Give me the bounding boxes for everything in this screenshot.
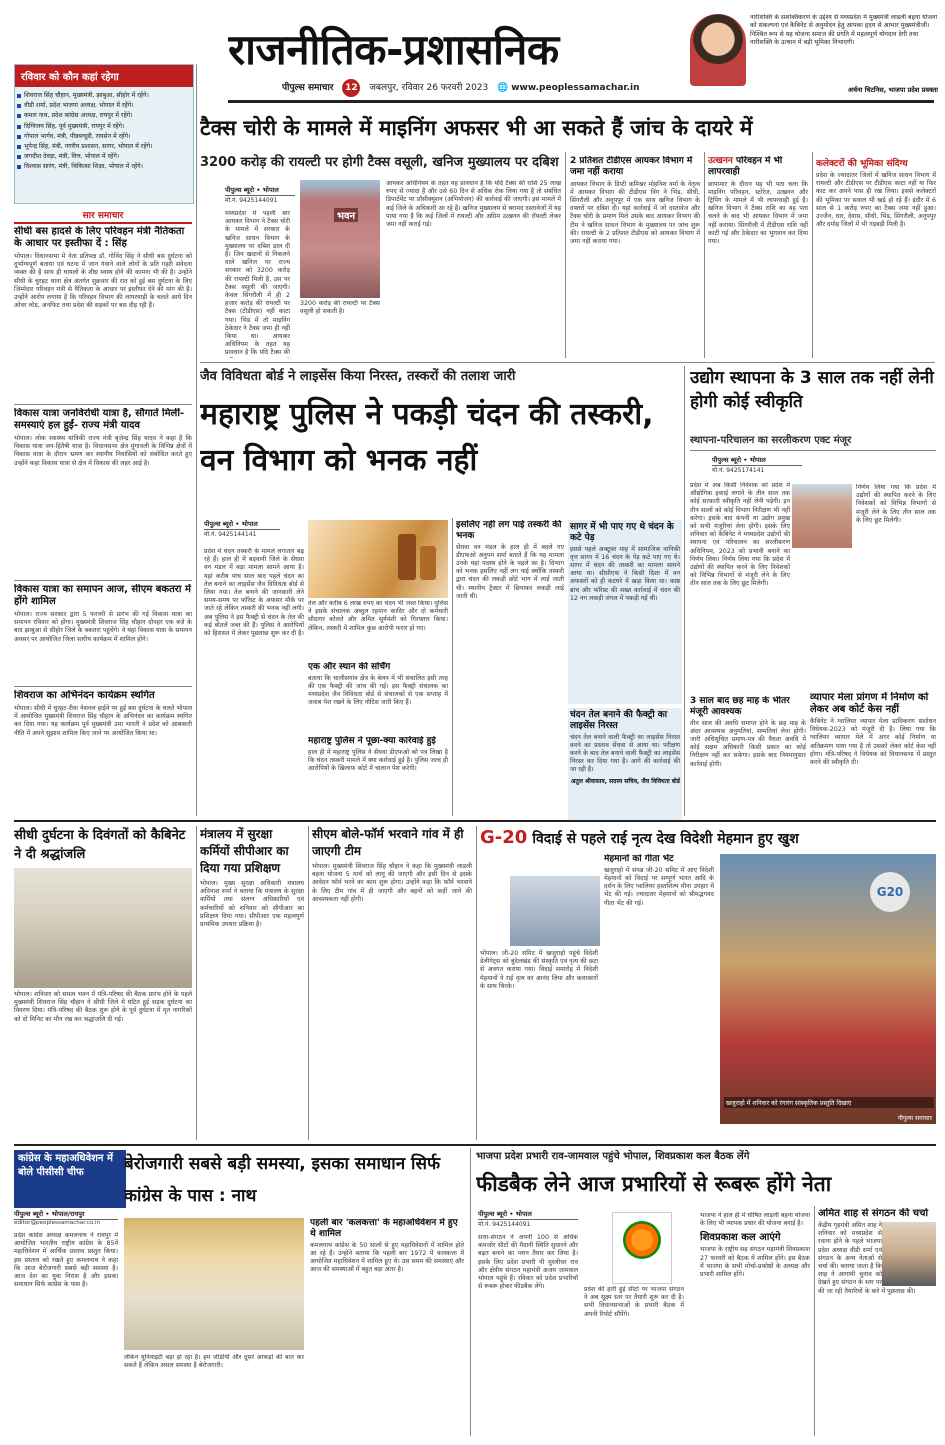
article-body: इससे पहले अक्टूबर माह में सामाजिक वानिकी वृत्त सागर में 16 चंदन के पेड़ कटे पाए गए थे। सागर में चंदन की तस्करी का मामला सामने आया था। सीसीएफ ने किसी दिशा में वन अफसरों को ही कटघरे में खड़ा किया था। काष्ठ ब्रांच और फॉरेस्ट की सख्त कार्रवाई में चंदन की 12 नग लकड़ी जंगल में पकड़ी गई थी। bbox=[570, 545, 680, 602]
sunday-box-title: रविवार को कौन कहां रहेगा bbox=[15, 65, 193, 87]
section-label: कलेक्टरों की भूमिका संदिग्ध bbox=[816, 159, 908, 169]
lead-body-col2: 3200 करोड़ की रायल्टी पर टैक्स वसूली हो सकती है। bbox=[300, 300, 380, 316]
udyog-headline: उद्योग स्थापना के 3 साल तक नहीं लेनी होगी कोई स्वीकृति bbox=[690, 368, 934, 412]
divider bbox=[14, 580, 192, 581]
column-rule bbox=[812, 152, 813, 358]
cm-form-story bbox=[312, 826, 472, 1140]
berojgari-box bbox=[310, 1218, 464, 1432]
factory-building-photo bbox=[792, 484, 852, 548]
portrait-photo bbox=[690, 14, 746, 86]
column-rule bbox=[476, 826, 477, 1140]
reporter-mobile: मो.नं. 9425144141 bbox=[204, 531, 257, 538]
divider bbox=[14, 404, 192, 405]
sar-item-1 bbox=[14, 226, 192, 402]
page-number: 12 bbox=[342, 79, 360, 97]
article-headline: मंत्रालय में सुरक्षा कर्मियों सीपीआर का दिया गया प्रशिक्षण bbox=[200, 827, 289, 875]
lead-byline bbox=[225, 184, 295, 210]
article-headline: विदाई से पहले राई नृत्य देख विदेशी मेहमान हुए खुश bbox=[532, 831, 799, 847]
masthead-dateline bbox=[282, 78, 652, 98]
lead-body-col3: आयकर अधिनियम के तहत यह प्रावधान है कि यदि टैक्स की राशि 25 लाख रुपए से ज्यादा है और उसे 60 दिन से अधिक रोक लिया गया है तो संबंधित डिपार्टमेंट पर प्रॉसीक्यूशन (अभियोजन) की कार्रवाई की जाएगी। इस मामले में कई जिले के अधिकारी आ रहे हैं। खनिज मुख्यालय से बरामद दस्तावेजों में यह पाया गया है कि कई जिलों में रायल्टी और अग्रिम उत्खनन की रॉयल्टी लेकर जमा नहीं कराई गई। bbox=[386, 180, 561, 229]
article-body: भोपाल। शनिवार को समत्व भवन में मंत्रि-परिषद की बैठक प्रारंभ होने के पहले मुख्यमंत्री शिवराज सिंह चौहान ने सीधी जिले में घटित हुई सड़क दुर्घटना का विवरण दिया। मंत्रि-परिषद की बैठक शुरू होने के पूर्व दुर्घटना में मृत नागरिकों को दो मिनिट का मौन रख कर श्रद्धांजलि दी गई। bbox=[14, 991, 192, 1023]
bhajpa-body: सत्ता-संगठन ने अपनी 100 से अधिक कमजोर सीटों की मैदानी स्थिति सुधारने और बढ़त बनाने का प्लान तैयार कर लिया है। इसके लिए प्रदेश प्रभारी पी मुरलीधर राव और क्षेत्रीय संगठन महामंत्री अजय जामवाल भोपाल पहुंचे हैं। रविवार को प्रदेश प्रभारियों से रूबरू होकर फीडबैक लेंगे। bbox=[478, 1234, 578, 1291]
subhead: सागर में भी पाए गए थे चंदन के कटे पेड़ bbox=[570, 522, 674, 543]
article-body: बताया कि चालीसगांव क्षेत्र के बेलन में भी संचालित इसी तरह की एक फैक्ट्री की जांच की गई। इस फैक्ट्री संचालक का मध्यप्रदेश जैव विविधता बोर्ड से संचालकों से एक सप्ताह में जवाब पेश रखने के लिए नोटिस जारी किए हैं। bbox=[308, 674, 448, 707]
column-rule bbox=[704, 152, 705, 358]
berojgari-body-col2: लेकिन युनिवाइटी बड़ा हो रहा है। हम जीडीपी और दूसरे आंकड़ों की बात कर सकते हैं लेकिन असल समस्या है बेरोजगारी। bbox=[124, 1354, 304, 1370]
byline: पीपुल्स ब्यूरो • भोपाल bbox=[225, 184, 295, 196]
article-body: भोपाल। लोक स्वास्थ्य यांत्रिकी राज्य मंत्री बृजेन्द्र सिंह यादव ने कहा है कि विकास यात्रा जन-हितैषी यात्रा है। विधानसभा क्षेत्र मुंगावली के विभिन्न क्षेत्रों में विकास यात्रा के दौरान भ्रमण कर स्थानीय निवासियों को संबोधित करते हुए उन्होंने कहा विकास यात्रा से क्षेत्र में विकास की लहर आई है। bbox=[14, 435, 192, 467]
bjp-lotus-logo bbox=[612, 1212, 672, 1284]
list-item: गोपाल भार्गव, मंत्री, पीडब्ल्यूडी, रायसेन में रहेंगे। bbox=[15, 132, 193, 142]
article-body: कमलनाथ कांग्रेस के 50 सालों से हुए महाधिवेशनों में शामिल होते आ रहे हैं। उन्होंने बताया कि पहली बार 1972 में कलकत्ता में आयोजित महाधिवेशन में शामिल हुए थे। उस समय की समस्याएं और आज की समस्याओं में बहुत बड़ा अंतर है। bbox=[310, 1241, 464, 1274]
byline: पीपुल्स ब्यूरो • भोपाल bbox=[204, 518, 280, 530]
chandan-box-3 bbox=[568, 708, 682, 820]
website: www.peoplessamachar.in bbox=[511, 83, 640, 93]
article-body: भोपाल। विधानसभा में नेता प्रतिपक्ष डॉ. गोविंद सिंह ने सीधी बस दुर्घटना को दुर्भाग्यपूर्ण बताया एवं घटना में जान गंवाने वाले लोगों के प्रति गहरी संवेदना व्यक्त की है साथ ही घायलों के शीघ्र स्वस्थ होने की कामना भी की है। उन्होंने सीधी के चुरहट थाना क्षेत्र अंतर्गत शुक्रवार की रात को हुई बस दुर्घटना के लिए जिम्मेदार परिवहन मंत्री से नैतिकता के आधार पर इस्तीफा देने की मांग की है। उन्होंने आरोप लगाया है कि परिवहन विभाग की लापरवाही के चलते आये दिन ओवर लोड, अनफिट तथा प्रदेश की सड़कों पर बस दौड़ रही हैं। bbox=[14, 253, 192, 310]
tds-box bbox=[570, 156, 700, 356]
article-body: भोपाल। मुख्यमंत्री शिवराज सिंह चौहान ने कहा कि मुख्यमंत्री लाडली बहना योजना 5 मार्च को लागू की जाएगी और इसी दिन से इसके आवेदन फॉर्म भरने का काम शुरू होगा। उन्होंने कहा कि फॉर्म भरवाने के लिए टीम गांव में ही जाएगी और बहनों को कहीं जाने की आवश्यकता नहीं होगी। bbox=[312, 863, 472, 903]
column-rule bbox=[196, 826, 197, 1140]
reporter-mobile: मो.नं. 9425144091 bbox=[478, 1221, 531, 1228]
g20-label: G-20 bbox=[480, 827, 528, 848]
berojgari-body: प्रदेश कांग्रेस अध्यक्ष कमलनाथ ने रायपुर में आयोजित भारतीय राष्ट्रीय कांग्रेस के 85वें महाधिवेशन में आर्थिक प्रस्ताव प्रस्तुत किया। इस प्रस्ताव को रखते हुए कमलनाथ ने कहा कि आज बेरोजगारी सबसे बड़ी समस्या है। आज देश का युवा निराश है और इसका समाधान सिर्फ कांग्रेस के पास है। bbox=[14, 1232, 118, 1289]
masthead-title bbox=[228, 24, 668, 76]
oil-bottle bbox=[398, 534, 416, 580]
article-body: सेंधवा वन मंडल के हाल ही में बदले गए डीएफओ अनुपम शर्मा बताते हैं कि यह मामला उनके यहां पदस्थ होने के पहले का है। विभाग को भनक इसलिए नहीं लग पाई क्योंकि तस्करी द्वारा चंदन की लकड़ी छोटे भाग में लाई जाती थी। स्थानीय ट्रैक्टर में छिपाकर लकड़ी लाई जाती थी। bbox=[456, 543, 564, 600]
column-rule bbox=[565, 152, 566, 358]
lotus-icon bbox=[623, 1221, 661, 1259]
amit-shah-photo bbox=[882, 1222, 936, 1286]
chandan-body-1: प्रदेश में चंदन तस्करी के मामले लगातार बढ़ रहे हैं। हाल ही में बड़वानी जिले के सेंधवा वन मंडल में बड़ा मामला सामने आया है। यहां करीब पांच साल बाद पहले चंदन का तेल बनाने का लाइसेंस जैव विविधता बोर्ड से लिया गया। तेल बनाने की जानकारी लेने समय-समय पर फॉरेस्ट के अफसर मौके पर जाते रहे लेकिन तस्करी की भनक नहीं लगी। अब पुलिस ने इस फैक्ट्री से चंदन के तेल की कई बोतलें जब्त की हैं। पुलिस ने आरोपियों को हिरासत में लेकर पूछताछ शुरू कर दी है। bbox=[204, 548, 304, 638]
sar-item-2 bbox=[14, 408, 192, 578]
chandan-sub-2 bbox=[308, 736, 448, 816]
masthead-rule bbox=[228, 100, 934, 103]
subhead: इसलिए नहीं लग पाई तस्करी की भनक bbox=[456, 520, 562, 541]
sandalwood-oil-photo bbox=[308, 520, 448, 598]
chandan-box-2 bbox=[568, 520, 682, 704]
sar-item-3 bbox=[14, 584, 192, 684]
subhead: महाराष्ट्र पुलिस ने पूछा-क्या कार्रवाई हुई bbox=[308, 736, 436, 746]
list-item: वीडी शर्मा, प्रदेश भाजपा अध्यक्ष, भोपाल में रहेंगे। bbox=[15, 101, 193, 111]
congress-label-box bbox=[14, 1150, 126, 1208]
subhead: व्यापार मेला प्रांगण में निर्माण को लेकर अब कोर्ट केस नहीं bbox=[810, 692, 929, 715]
article-headline: विकास यात्रा जनविरोधी यात्रा है, सौगातें मिलीं- समस्याएं हल हुईं- राज्य मंत्री यादव bbox=[14, 408, 185, 431]
article-body: हाल ही में महाराष्ट्र पुलिस ने सेंधवा डीएफओ को पत्र लिखा है कि चंदन तस्करी मामले में क्या कार्रवाई हुई है। पुलिस जल्द ही आरोपियों के खिलाफ कोर्ट में चालान पेश करेगी। bbox=[308, 748, 448, 773]
reporter-mobile: मो.नं. 9425174141 bbox=[712, 467, 765, 474]
article-body: भोपाल। राज्य सरकार द्वारा 5 फरवरी से प्रारंभ की गई विकास यात्रा का समापन रविवार को होगा। मुख्यमंत्री शिवराज सिंह चौहान दोपहर एक बजे के बाद झाबुआ से सीहोर जिले के बकतरा पहुंचेंगे। वे यहां विकास यात्रा के समापन अवसर पर आयोजित जिला स्तरीय कार्यक्रम में शामिल होंगे। bbox=[14, 611, 192, 643]
list-item: भूपेन्द्र सिंह, मंत्री, नगरीय प्रशासन, सागर, भोपाल में रहेंगे। bbox=[15, 142, 193, 152]
photo-caption: खजुराहो में शनिवार को रंगारंग सांस्कृतिक प्रस्तुति दिखाएं bbox=[724, 1097, 934, 1108]
photo-credit: पीपुल्स समाचार bbox=[897, 1115, 932, 1122]
subhead: पहली बार 'कलकत्ता' के महाअधिवेशन में हुए थे शामिल bbox=[310, 1218, 458, 1239]
column-rule bbox=[308, 826, 309, 1140]
g20-sub bbox=[604, 854, 714, 1134]
article-headline: 2 प्रतिशत टीडीएस आयकर विभाग में जमा नहीं कराया bbox=[570, 156, 693, 177]
udyog-subhead: स्थापना-परिचालन का सरलीकरण एक्ट मंजूर bbox=[690, 432, 936, 451]
chandan-kicker: जैव विविधता बोर्ड ने लाइसेंस किया निरस्त, तस्करों की तलाश जारी bbox=[200, 369, 516, 384]
bhajpa-sub bbox=[700, 1212, 810, 1432]
article-body: चंदन तेल बनाने वाली फैक्ट्री का लाइसेंस निरस्त करने का प्रस्ताव सेंधवा से आया था। परीक्षण करने के बाद तेल बनाने वाली फैक्ट्री का लाइसेंस निरस्त कर दिया गया है। आगे की कार्रवाई की जा रही है। bbox=[570, 733, 680, 774]
article-body: तीन साल की अवधि समाप्त होने के छह माह के अंदर आवश्यक अनुमतियां, सम्मतियां लेना होंगी। जारी अधिसूचित प्रमाण-पत्र की वैधता अवधि में कोई सक्षम अधिकारी किसी प्रकार का कोई निरीक्षण नहीं कर सकेगा। इसके बाद नियमानुसार कार्रवाई होगी। bbox=[690, 719, 806, 768]
subhead: 3 साल बाद छह माह के भीतर मंजूरी आवश्यक bbox=[690, 696, 790, 717]
article-headline: सीधी बस हादसे के लिए परिवहन मंत्री नैतिकता के आधार पर इस्तीफा दें : सिंह bbox=[14, 226, 185, 249]
article-body: भाजपा के राष्ट्रीय सह संगठन महामंत्री शिवप्रकाश 27 फरवरी को बैठक में शामिल होंगे। इस बैठक में भाजपा के सभी मोर्चा-प्रकोष्ठों के अध्यक्ष और प्रभारी शामिल होंगे। bbox=[700, 1246, 810, 1279]
subhead: चंदन तेल बनाने की फैक्ट्री का लाइसेंस निरस्त bbox=[570, 710, 668, 731]
dateline: जबलपुर, रविवार 26 फरवरी 2023 bbox=[369, 83, 489, 93]
article-headline: अमित शाह से संगठन की चर्चा bbox=[818, 1208, 929, 1219]
chandan-body-2: तेल और करीब 6 लाख रुपए का चंदन भी जब्त किया। पुलिस ने इसके संचालक अब्दुल रहमान कादिर और दो कर्मचारी सौदागर कोलते और अमित सूर्यवंशी को गिरफ्तार किया। लेकिन, तस्करी में शामिल कुछ आरोपी फरार हो गए। bbox=[308, 600, 448, 632]
bhajpa-body-col2: प्रदेश की हारी हुई सीटों पर भाजपा संगठन ने अब सूक्ष्म स्तर पर तैयारी शुरू कर दी है। सभी विधानसभाओं के प्रभारी बैठक में अपनी रिपोर्ट सौंपेंगे। bbox=[584, 1286, 684, 1318]
brand-name: पीपुल्स समाचार bbox=[282, 83, 334, 93]
column-rule bbox=[452, 518, 453, 816]
email: editor@peoplessamachar.co.in bbox=[14, 1220, 101, 1226]
chandan-sub-1 bbox=[308, 662, 448, 732]
bhajpa-headline: फीडबैक लेने आज प्रभारियों से रूबरू होंगे नेता bbox=[476, 1172, 832, 1196]
sidhi-tribute bbox=[14, 826, 192, 1140]
article-headline: विकास यात्रा का समापन आज, सीएम बकतरा में होंगे शामिल bbox=[14, 584, 191, 607]
quote-box bbox=[690, 14, 938, 96]
udyog-byline bbox=[712, 454, 802, 480]
divider bbox=[200, 362, 935, 363]
article-headline bbox=[708, 156, 808, 178]
section-divider bbox=[14, 820, 936, 822]
article-body: प्रदेश के ज्यादातर जिलों में खनिज साधन विभाग में रायल्टी और टीडीएस पर टीडीएस काटा नहीं या फिर काट कर अपने पास ही रख लिया। इससे कलेक्टरों की भूमिका पर सवाल भी खड़े हो रहे हैं। इंदौर में 6 साल से 1 करोड़ रुपए का टैक्स जमा नहीं हुआ। उज्जैन, धार, देवास, सीधी, भिंड, सिंगरौली, अनूपपुर और दमोह जिलों में भी गड़बड़ी मिली है। bbox=[816, 172, 936, 229]
chandan-byline bbox=[204, 518, 280, 546]
column-rule bbox=[196, 64, 197, 816]
sar-item-4 bbox=[14, 690, 192, 810]
oil-bottle bbox=[420, 546, 436, 580]
globe-icon: 🌐 bbox=[497, 83, 509, 93]
berojgari-headline: बेरोजगारी सबसे बड़ी समस्या, इसका समाधान सिर्फ कांग्रेस के पास : नाथ bbox=[124, 1154, 441, 1206]
column-rule bbox=[470, 1148, 471, 1436]
bhajpa-headline-top: भाजपा प्रदेश प्रभारी राव-जामवाल पहुंचे भोपाल, शिवप्रकाश कल बैठक लेंगे bbox=[476, 1151, 750, 1162]
article-body: केंद्रीय गृहमंत्री अमित शाह ने शनिवार को मध्यप्रदेश से रवाना होने के पहले भाजपा प्रदेश अध्यक्ष वीडी शर्मा एवं संगठन के अन्य नेताओं से चर्चा की। बताया जाता है कि शाह ने आगामी चुनाव को देखते हुए संगठन के स्तर पर की जा रही तैयारियों के बारे में पूछताछ की। bbox=[818, 1222, 916, 1295]
article-body: छापामार के दौरान यह भी पता चला कि माइनिंग परिवहन, स्टोरेज, उत्खनन और ट्रिपिंग के मामले में भी लापरवाही हुई है। खनिज विभाग ने टैक्स राशि का यह पता चलने के बाद भी आयकर विभाग में जमा नहीं कराया। सिंगरौली में टीडीएस राशि नहीं काटी गई और ठेकेदार का भुगतान कर दिया गया। bbox=[708, 180, 808, 246]
chandan-box-1 bbox=[456, 520, 564, 816]
congress-byline bbox=[14, 1208, 118, 1230]
rai-dance-photo bbox=[720, 854, 936, 1124]
article-body: भोपाल। मुख्य सुरक्षा अधिकारी मंत्रालय अविनाश शर्मा ने बताया कि मंत्रालय के सुरक्षा कर्मियों तथा संलग्न अधिकारियों एवं कर्मचारियों को शनिवार को सीपीआर का प्रशिक्षण दिया गया। सीपीआर एक महत्वपूर्ण प्राथमिक उपचार प्रक्रिया है। bbox=[200, 880, 304, 929]
column-rule bbox=[814, 1206, 815, 1436]
list-item: शिवराज सिंह चौहान, मुख्यमंत्री, झाबुआ, सीहोर में रहेंगे। bbox=[15, 91, 193, 101]
byline: पीपुल्स ब्यूरो • भोपाल bbox=[478, 1208, 578, 1220]
lead-subhead: 3200 करोड़ की रायल्टी पर होगी टैक्स वसूली, खनिज मुख्यालय पर दबिश bbox=[200, 155, 559, 170]
article-body: आयकर विभाग के डिप्टी कमिश्नर मोहनिश वर्मा के नेतृत्व में आयकर विभाग की टीडीएस विंग ने भिंड, सीधी, सिंगरौली और अनूपपुर में एक साथ खनिज विभाग के दफ्तरों पर दबिश दी। यहां कार्रवाई में जो दस्तावेज और टैक्स चोरी के प्रमाण मिले उसके बाद आयकर विभाग की टीम ने खनिज साधन विभाग के मुख्यालय पर जांच शुरू की। रायल्टी के 2 प्रतिशत टीडीएस को आयकर विभाग में जमा नहीं कराया गया। bbox=[570, 180, 700, 246]
list-item: जगदीश देवड़ा, मंत्री, वित्त, भोपाल में रहेंगे। bbox=[15, 152, 193, 162]
cabinet-meeting-photo bbox=[14, 868, 192, 988]
subhead: मेहमानों को गीता भेंट bbox=[604, 854, 674, 864]
byline: पीपुल्स ब्यूरो • भोपाल/रायपुर bbox=[14, 1208, 118, 1220]
article-body: खजुराहो में संपन्न जी-20 समिट में आए विदेशी मेहमानों को विदाई पर सम्पूर्ण भारत आदि के दर्शन के लिए ग्वालियर हस्तशिल्प मीना उपहार में भेंट की गई। ज्यादातर मेहमानों को श्रीमद्भगवद गीता भेंट की गई। bbox=[604, 866, 714, 907]
udyog-sub-2 bbox=[810, 692, 936, 816]
g20-headline-row bbox=[480, 826, 936, 850]
subhead: शिवप्रकाश कल आएंगे bbox=[700, 1232, 781, 1244]
amit-shah-box bbox=[818, 1208, 936, 1432]
g20-logo: G20 bbox=[870, 872, 910, 912]
section-divider bbox=[14, 1144, 936, 1146]
article-body: कैबिनेट ने ग्वालियर व्यापार मेला प्राधिकरण संशोधन विधेयक-2023 को मंजूरी दी है। लिया गया कि ग्वालियर व्यापार मेले में अगर कोई निर्माण या अतिक्रमण पाया गया है तो उसको लेकर कोर्ट केस नहीं होगा। मंत्रि-परिषद ने विधेयक को विधानसभा में प्रस्तुत करने की स्वीकृति दी। bbox=[810, 718, 936, 767]
section-label: कांग्रेस के महाअधिवेशन में बोले पीसीसी चीफ bbox=[18, 1153, 113, 1178]
ukhanan-box bbox=[708, 156, 808, 356]
list-item: कमल नाथ, प्रदेश कांग्रेस अध्यक्ष, रायपुर में रहेंगे। bbox=[15, 111, 193, 121]
building-sign: भवन bbox=[334, 208, 358, 222]
g20-story bbox=[480, 826, 936, 1140]
subhead: एक और स्थान की सर्चिंग bbox=[308, 662, 391, 672]
mantralaya-story bbox=[200, 826, 304, 1140]
column-rule bbox=[684, 366, 685, 816]
article-headline: सीएम बोले-फॉर्म भरवाने गांव में ही जाएगी टीम bbox=[312, 827, 464, 858]
byline: पीपुल्स ब्यूरो • भोपाल bbox=[712, 454, 802, 466]
lead-headline: टैक्स चोरी के मामले में माइनिंग अफसर भी आ सकते हैं जांच के दायरे में bbox=[200, 116, 753, 140]
quote-signature: अतुल श्रीवास्तव, सदस्य सचिव, जैव विविधता बोर्ड bbox=[570, 777, 680, 785]
section-label: उत्खनन bbox=[708, 156, 733, 166]
article-headline: सीधी दुर्घटना के दिवंगतों को कैबिनेट ने दी श्रद्धांजलि bbox=[14, 828, 186, 862]
article-headline: शिवराज का अभिनंदन कार्यक्रम स्थगित bbox=[14, 690, 155, 701]
lead-body: मध्यप्रदेश में पहली बार आयकर विभाग ने टैक्स चोरी के मामले में सरकार के खनिज साधन विभाग के मुख्यालय पर दबिश डाल दी है। जिन खदानों से निकलने वाले खनिज पर राज्य सरकार को 3200 करोड़ की रायल्टी मिली है, उस पर टैक्स वसूली की जाएगी। केवल सिंगरौली में ही 2 हजार करोड़ की रायल्टी पर टैक्स (टीडीएस) नहीं काटा गया। भिंड में तो माइनिंग ठेकेदार ने टैक्स जमा ही नहीं किया था। आयकर अधिनियम के तहत यह प्रावधान है कि यदि टैक्स की bbox=[225, 210, 290, 357]
udyog-sub-1 bbox=[690, 696, 806, 816]
sar-samachar-label: सार समाचार bbox=[14, 208, 192, 224]
chandan-headline: महाराष्ट्र पुलिस ने पकड़ी चंदन की तस्करी, वन विभाग को भनक नहीं bbox=[200, 397, 654, 478]
quote-text: नारीशक्ति के सशक्तिकरण के उद्देश्य से मध्यप्रदेश में मुख्यमंत्री लाडली बहना योजना को संकल्पना एवं कैबिनेट से अनुमोदन हेतु आपका हृदय से आभार मुख्यमंत्रीजी। निश्चित रूप से यह योजना समाज की प्रगति में महत्वपूर्ण योगदान देगी तथा नारीशक्ति के उत्थान में बड़ी भूमिका निभाएगी। bbox=[750, 14, 938, 47]
article-body: भाजपा ने हाल ही में घोषित लाड़ली बहना योजना के लिए भी व्यापक प्रचार की योजना बनाई है। bbox=[700, 1212, 810, 1228]
sunday-box bbox=[14, 64, 194, 204]
building-photo bbox=[300, 180, 380, 298]
quote-byline: अर्चना चिटनिस, भाजपा प्रदेश प्रवक्ता bbox=[847, 86, 938, 94]
section-title: राजनीतिक-प्रशासनिक bbox=[228, 25, 559, 74]
bhajpa-byline bbox=[478, 1208, 578, 1232]
udyog-body: प्रदेश में अब किसी निवेशक को प्रदेश में औद्योगिक इकाई लगाने के तीन साल तक कोई सरकारी स्वीकृति नहीं लेनी पड़ेगी। इन तीन सालों को कोई विभाग निरीक्षण भी नहीं करेगा। इसके बाद कंपनी या उद्योग प्रमुख को सभी मंजूरियां लेना होंगी। इसके लिए शनिवार को कैबिनेट ने मध्यप्रदेश उद्योगों की स्थापना एवं परिचालन का सरलीकरण अधिनियम, 2023 को प्रभावी बनाने का निर्णय लिया। निर्णय लिया गया कि प्रदेश में उद्योगों की स्थापित करने के लिए निवेशकों को विभिन्न विभागों से मंजूरी लेने के लिए तीन साल तक के लिए छूट मिलेगी। bbox=[690, 482, 790, 588]
headline-text: परिवहन में भी लापरवाही bbox=[708, 156, 783, 177]
list-item: दिग्विजय सिंह, पूर्व मुख्यमंत्री, रायपुर में रहेंगे। bbox=[15, 122, 193, 132]
article-body: भोपाल। सीधी में चुरहट-रीवा नेशनल हाईवे पर हुई बस दुर्घटना के चलते भोपाल में आयोजित मुख्यमंत्री शिवराज सिंह चौहान के अभिनंदन का कार्यक्रम स्थगित कर दिया गया। यह कार्यक्रम पूर्व मुख्यमंत्री उमा भारती ने प्रदेश को आबकारी नीति में अपने सुझाव शामिल किए जाने पर आयोजित किया था। bbox=[14, 705, 192, 737]
divider bbox=[14, 686, 192, 687]
sunday-box-list bbox=[15, 91, 193, 173]
udyog-body-col2: निर्णय लिया गया कि प्रदेश में उद्योगों की स्थापित करने के लिए निवेशकों को विभिन्न विभागों से मंजूरी लेने के लिए तीन साल तक के लिए छूट मिलेगी। bbox=[856, 484, 936, 524]
kamal-nath-photo bbox=[124, 1218, 304, 1350]
list-item: विश्वास सारंग, मंत्री, चिकित्सा शिक्षा, भोपाल में रहेंगे। bbox=[15, 162, 193, 172]
article-body: भोपाल। जी-20 समिट में खजुराहो पहुंचे विदेशी डेलीगेट्स को बुंदेलखंड की संस्कृति एवं नृत्य की छटा से अवगत कराया गया। विदाई समारोह में विदेशी मेहमानों ने राई नृत्य का आनंद लिया और कलाकारों के साथ थिरके। bbox=[480, 950, 598, 990]
reporter-mobile: मो.नं. 9425144091 bbox=[225, 197, 278, 204]
collector-box bbox=[816, 156, 936, 356]
